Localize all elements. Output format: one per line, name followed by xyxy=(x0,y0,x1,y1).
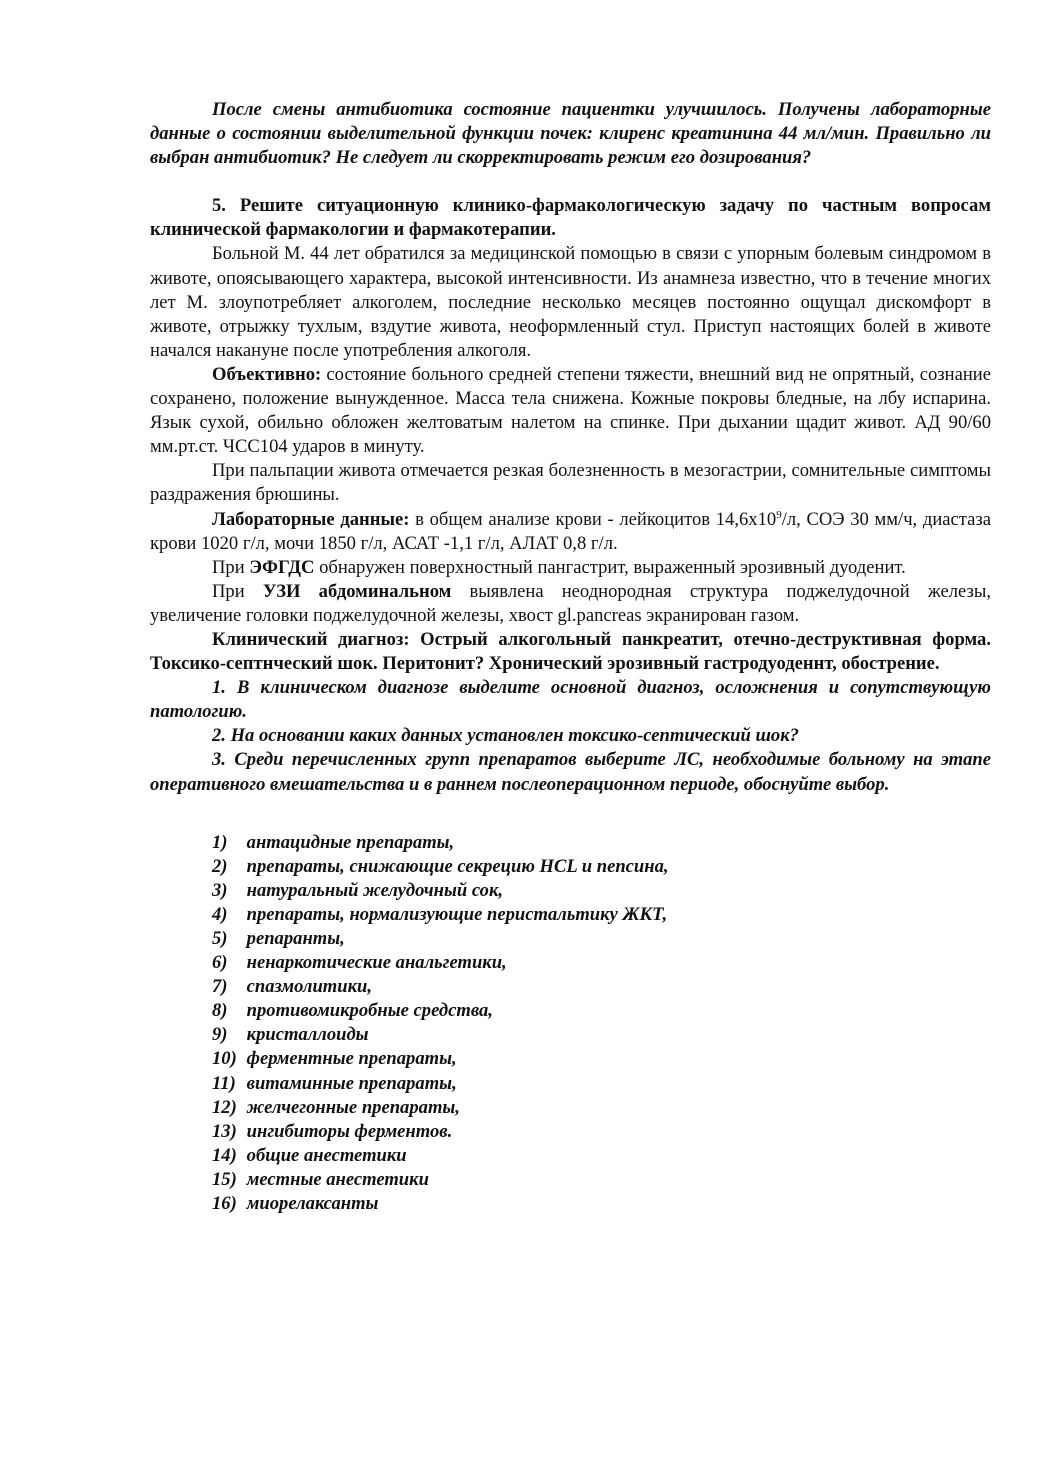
efgds-label: ЭФГДС xyxy=(249,556,315,578)
question-1: 1. В клиническом диагнозе выделите основной диагноз, осложнения и сопутствующую патологию. xyxy=(150,677,991,723)
list-item: 6) ненаркотические анальгетики, xyxy=(212,952,507,974)
list-item: 2) препараты, снижающие секрецию HCL и пепсина, xyxy=(212,855,669,877)
spacer xyxy=(150,170,991,194)
list-item: 5) репаранты, xyxy=(212,928,345,949)
efgds-text: обнаружен поверхностный пангастрит, выраженный эрозивный дуоденит. xyxy=(314,556,906,578)
task-heading: 5. Решите ситуационную клинико-фармакологическую задачу по частным вопросам клинической фармакологии и фармакотерапии. xyxy=(150,195,991,241)
list-item: 3) натуральный желудочный сок, xyxy=(212,879,504,901)
objective-text: состояние больного средней степени тяжести, внешний вид не опрятный, сознание сохранено, положение вынужденное. Масса тела снижена. Кожные покровы бледные, на лбу испарина. Язык сухой, обильно обложен желтоватым налетом на спинке. При дыхании щадит живот. АД 90/60 мм.рт.ст. ЧСС104 ударов в минуту. xyxy=(150,363,991,458)
list-item: 1) антацидные препараты, xyxy=(212,831,455,853)
lab-text: в общем анализе крови - лейкоцитов 14,6х10 xyxy=(409,508,777,530)
uzi-paragraph xyxy=(150,580,991,628)
clinical-diagnosis: Клинический диагноз: Острый алкогольный панкреатит, отечно-деструктивная форма. Токсико-септнческий шок. Перитонит? Хронический эрозивный гастродуоденнт, обострение. xyxy=(150,628,991,675)
list-item: 11) витаминные препараты, xyxy=(212,1072,457,1094)
uzi-prefix: При xyxy=(212,580,263,602)
list-item: 12) желчегонные препараты, xyxy=(212,1096,460,1118)
list-item: 13) ингибиторы ферментов. xyxy=(212,1120,453,1142)
list-item: 15) местные анестетики xyxy=(212,1168,429,1190)
list-item: 8) противомикробные средства, xyxy=(212,1000,493,1022)
intro-question: После смены антибиотика состояние пациентки улучшилось. Получены лабораторные данные о состоянии выделительной функции почек: клиренс креатинина 44 мл/мин. Правильно ли выбран антибиотик? Не следует ли скорректировать режим его дозирования? xyxy=(150,99,991,169)
lab-superscript: 9 xyxy=(776,508,782,521)
drug-group-list xyxy=(150,831,991,1217)
case-text: Больной М. 44 лет обратился за медицинской помощью в связи с упорным болевым синдромом в животе, опоясывающего характера, высокой интенсивности. Из анамнеза известно, что в течение многих лет М. злоупотребляет алкоголем, последние несколько месяцев постоянно ощущал дискомфорт в животе, отрыжку тухлым, вздутие живота, неоформленный стул. Приступ настоящих болей в животе начался накануне после употребления алкоголя. xyxy=(150,243,991,361)
list-item: 4) препараты, нормализующие перистальтику ЖКТ, xyxy=(212,903,668,925)
list-item: 9) кристаллоиды xyxy=(212,1024,369,1046)
question-3: 3. Среди перечисленных групп препаратов выберите ЛС, необходимые больному на этапе оперативного вмешательства и в раннем послеоперационном периоде, обоснуйте выбор. xyxy=(150,749,991,795)
lab-paragraph xyxy=(150,508,991,556)
spacer xyxy=(150,797,991,831)
lab-label: Лабораторные данные: xyxy=(212,508,410,530)
list-item: 16) миорелаксанты xyxy=(212,1193,379,1215)
uzi-label: УЗИ абдоминальном xyxy=(262,580,452,602)
efgds-paragraph xyxy=(150,556,991,580)
palpation-paragraph: При пальпации живота отмечается резкая болезненность в мезогастрии, сомнительные симптомы раздражения брюшины. xyxy=(150,460,991,506)
objective-paragraph xyxy=(150,363,991,459)
list-item: 14) общие анестетики xyxy=(212,1144,407,1166)
list-item: 10) ферментные препараты, xyxy=(212,1048,457,1070)
uzi-text: выявлена неоднородная структура поджелудочной железы, увеличение головки поджелудочной железы, хвост gl.pancreas экранирован газом. xyxy=(150,580,991,626)
document-page xyxy=(150,98,991,1216)
question-2: 2. На основании каких данных установлен токсико-септический шок? xyxy=(212,725,799,747)
objective-label: Объективно: xyxy=(212,363,322,385)
efgds-prefix: При xyxy=(212,556,250,578)
lab-text-rest: /л, СОЭ 30 мм/ч, диастаза крови 1020 г/л, мочи 1850 г/л, АСАТ -1,1 г/л, АЛАТ 0,8 г/л. xyxy=(150,508,991,554)
list-item: 7) спазмолитики, xyxy=(212,976,373,998)
